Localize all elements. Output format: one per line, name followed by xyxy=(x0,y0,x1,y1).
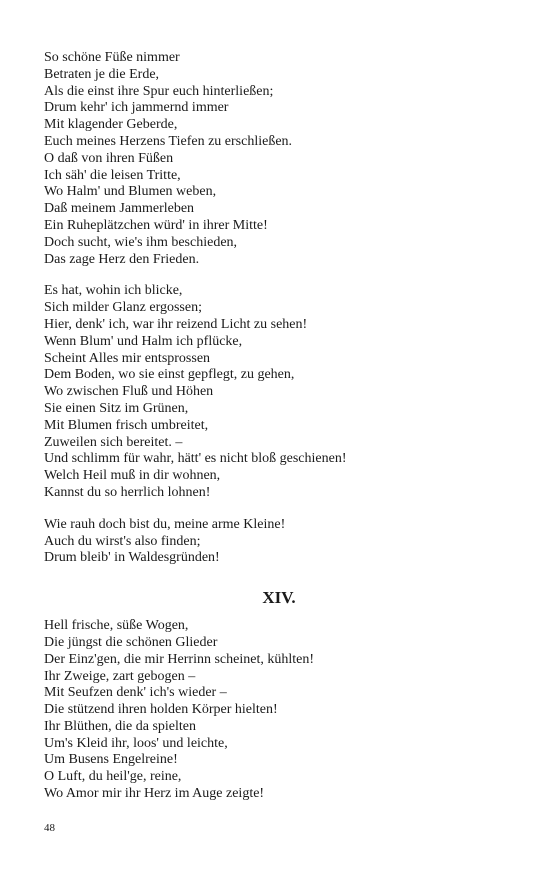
verse-line: Als die einst ihre Spur euch hinterließen; xyxy=(44,83,274,99)
verse-line: Wenn Blum' und Halm ich pflücke, xyxy=(44,333,243,349)
verse-line: Welch Heil muß in dir wohnen, xyxy=(44,468,221,484)
verse-line: Kannst du so herrlich lohnen! xyxy=(44,484,211,500)
verse-line: Zuweilen sich bereitet. – xyxy=(44,434,183,450)
verse-line: Der Einz'gen, die mir Herrinn scheinet, kühlten! xyxy=(44,651,314,667)
verse-line: Daß meinem Jammerleben xyxy=(44,201,195,217)
verse-line: Scheint Alles mir entsprossen xyxy=(44,350,211,366)
verse-line: Hell frische, süße Wogen, xyxy=(44,618,189,634)
verse-line: Hier, denk' ich, war ihr reizend Licht zu sehen! xyxy=(44,316,308,332)
verse-line: Um Busens Engelreine! xyxy=(44,752,178,768)
stanza-gap xyxy=(44,502,514,517)
stanza-3 xyxy=(44,517,514,567)
verse-line: O daß von ihren Füßen xyxy=(44,150,174,166)
stanza-2 xyxy=(44,283,514,501)
verse-line: Betraten je die Erde, xyxy=(44,66,160,82)
verse-line: Sie einen Sitz im Grünen, xyxy=(44,400,189,416)
verse-line: Ein Ruheplätzchen würd' in ihrer Mitte! xyxy=(44,217,268,233)
verse-line: O Luft, du heil'ge, reine, xyxy=(44,769,182,785)
verse-line: Die stützend ihren holden Körper hielten! xyxy=(44,702,278,718)
verse-line: Ihr Zweige, zart gebogen – xyxy=(44,668,196,684)
page-body xyxy=(44,50,514,803)
verse-line: Um's Kleid ihr, loos' und leichte, xyxy=(44,735,228,751)
stanza-gap xyxy=(44,268,514,283)
verse-line: Drum kehr' ich jammernd immer xyxy=(44,100,229,116)
verse-line: Wie rauh doch bist du, meine arme Kleine! xyxy=(44,516,286,532)
verse-line: Ich säh' die leisen Tritte, xyxy=(44,167,181,183)
verse-line: Ihr Blüthen, die da spielten xyxy=(44,718,197,734)
verse-line: Auch du wirst's also finden; xyxy=(44,533,201,549)
verse-line: Das zage Herz den Frieden. xyxy=(44,251,200,267)
verse-line: Doch sucht, wie's ihm beschieden, xyxy=(44,234,238,250)
section-heading: XIV. xyxy=(262,588,296,608)
verse-line: Mit klagender Geberde, xyxy=(44,117,178,133)
verse-line: Die jüngst die schönen Glieder xyxy=(44,634,218,650)
verse-line: Dem Boden, wo sie einst gepflegt, zu gehen, xyxy=(44,367,295,383)
verse-line: Wo zwischen Fluß und Höhen xyxy=(44,384,214,400)
verse-line: Mit Seufzen denk' ich's wieder – xyxy=(44,685,227,701)
verse-line: Euch meines Herzens Tiefen zu erschließen. xyxy=(44,133,293,149)
verse-line: Wo Amor mir ihr Herz im Auge zeigte! xyxy=(44,786,265,802)
verse-line: Mit Blumen frisch umbreitet, xyxy=(44,417,209,433)
verse-line: Wo Halm' und Blumen weben, xyxy=(44,184,217,200)
verse-line: Drum bleib' in Waldesgründen! xyxy=(44,550,220,566)
verse-line: Es hat, wohin ich blicke, xyxy=(44,283,183,299)
page-number: 48 xyxy=(44,822,55,834)
verse-line: So schöne Füße nimmer xyxy=(44,50,180,65)
verse-line: Und schlimm für wahr, hätt' es nicht bloß geschienen! xyxy=(44,451,347,467)
stanza-1 xyxy=(44,50,514,268)
verse-line: Sich milder Glanz ergossen; xyxy=(44,300,202,316)
stanza-4 xyxy=(44,618,514,803)
